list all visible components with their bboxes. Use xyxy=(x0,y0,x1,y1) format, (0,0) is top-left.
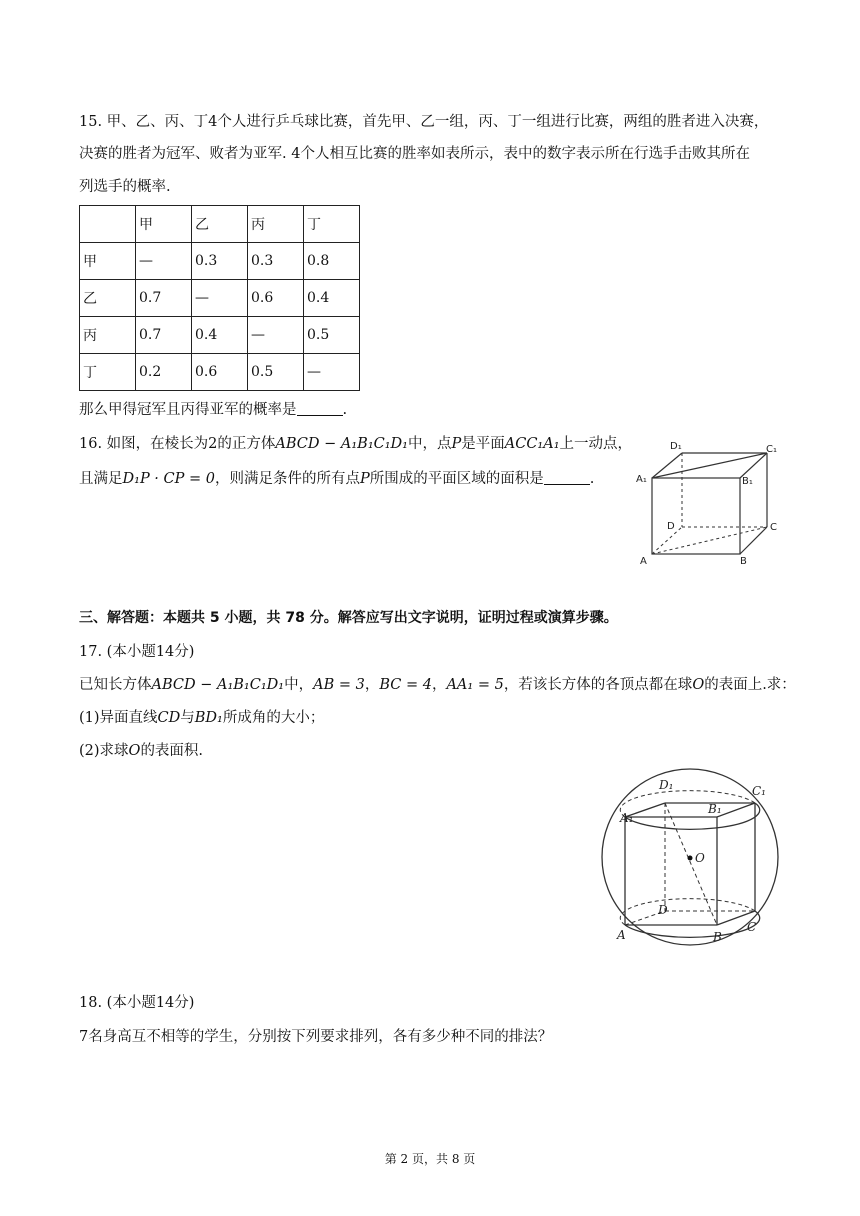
sphere-label-b1: B₁ xyxy=(708,802,722,816)
answer-blank xyxy=(297,401,343,416)
cube-label-b1: B₁ xyxy=(742,476,753,487)
cube-label-d: D xyxy=(667,521,675,532)
cube-figure xyxy=(630,430,790,570)
q16-line-2: 且满足D₁P · CP = 0，则满足条件的所有点P所围成的平面区域的面积是 . xyxy=(79,471,595,487)
table-cell: 0.4 xyxy=(304,280,360,317)
table-cell: 0.2 xyxy=(136,354,192,391)
q15-line-1: 15. 甲、乙、丙、丁4个人进行乒乓球比赛，首先甲、乙一组，丙、丁一组进行比赛，两组的胜者进入决赛， xyxy=(79,114,769,130)
table-row xyxy=(80,243,360,280)
table-header-cell: 丁 xyxy=(304,206,360,243)
sphere-label-o: O xyxy=(695,851,705,865)
q16-line-1: 16. 如图，在棱长为2的正方体ABCD − A₁B₁C₁D₁中，点P是平面ACC₁A₁上一动点， xyxy=(79,436,633,452)
table-cell: 0.8 xyxy=(304,243,360,280)
table-header-cell: 乙 xyxy=(192,206,248,243)
sphere-box-figure xyxy=(595,765,790,950)
q17-part-2: (2)求球O的表面积. xyxy=(79,743,204,759)
q15-line-3: 列选手的概率. xyxy=(79,179,171,195)
table-cell: 0.6 xyxy=(192,354,248,391)
sphere-label-a: A xyxy=(617,928,626,942)
table-cell: 0.7 xyxy=(136,317,192,354)
table-row-label: 丙 xyxy=(80,317,136,354)
q17-header: 17. (本小题14分) xyxy=(79,644,195,660)
table-row xyxy=(80,317,360,354)
table-cell: — xyxy=(248,317,304,354)
q15-question: 那么甲得冠军且丙得亚军的概率是 . xyxy=(79,402,348,418)
table-cell: 0.5 xyxy=(304,317,360,354)
q15-line-2: 决赛的胜者为冠军、败者为亚军. 4个人相互比赛的胜率如表所示，表中的数字表示所在行选手击败其所在 xyxy=(79,146,750,162)
sphere-label-d: D xyxy=(658,903,668,917)
vector-condition: D₁P · CP = 0 xyxy=(122,471,215,487)
table-cell: — xyxy=(136,243,192,280)
win-probability-table xyxy=(79,205,360,391)
table-cell: — xyxy=(304,354,360,391)
table-cell: 0.5 xyxy=(248,354,304,391)
sphere-label-d1: D₁ xyxy=(659,778,674,792)
sphere-label-c1: C₁ xyxy=(752,784,766,798)
table-row xyxy=(80,280,360,317)
sphere-label-a1: A₁ xyxy=(620,811,634,825)
table-header-row xyxy=(80,206,360,243)
q18-stem: 7名身高互不相等的学生，分别按下列要求排列，各有多少种不同的排法？ xyxy=(79,1029,553,1045)
cube-label-c: C xyxy=(770,522,777,533)
table-cell: 0.3 xyxy=(248,243,304,280)
cube-label-c1: C₁ xyxy=(766,444,777,455)
table-cell: — xyxy=(192,280,248,317)
section-3-title: 三、解答题：本题共 5 小题，共 78 分。解答应写出文字说明，证明过程或演算步骤。 xyxy=(79,610,618,626)
table-row-label: 乙 xyxy=(80,280,136,317)
cube-label-a1: A₁ xyxy=(636,474,647,485)
q17-part-1: (1)异面直线CD与BD₁所成角的大小； xyxy=(79,710,325,726)
table-row xyxy=(80,354,360,391)
table-cell: 0.4 xyxy=(192,317,248,354)
q18-header: 18. (本小题14分) xyxy=(79,995,195,1011)
sphere-label-c: C xyxy=(747,920,757,934)
table-row-label: 甲 xyxy=(80,243,136,280)
table-header-cell: 丙 xyxy=(248,206,304,243)
table-header-cell: 甲 xyxy=(136,206,192,243)
table-cell: 0.6 xyxy=(248,280,304,317)
table-cell: 0.7 xyxy=(136,280,192,317)
q17-stem: 已知长方体ABCD − A₁B₁C₁D₁中，AB = 3，BC = 4，AA₁ = 5，若该长方体的各顶点都在球O的表面上.求： xyxy=(79,677,796,693)
sphere-label-b: B xyxy=(713,930,722,944)
table-header-cell xyxy=(80,206,136,243)
answer-blank xyxy=(544,470,590,485)
page-footer: 第 2 页，共 8 页 xyxy=(384,1152,476,1166)
table-cell: 0.3 xyxy=(192,243,248,280)
table-row-label: 丁 xyxy=(80,354,136,391)
cube-label-b: B xyxy=(740,556,747,567)
cube-label-d1: D₁ xyxy=(670,441,682,452)
cube-label-a: A xyxy=(640,556,647,567)
